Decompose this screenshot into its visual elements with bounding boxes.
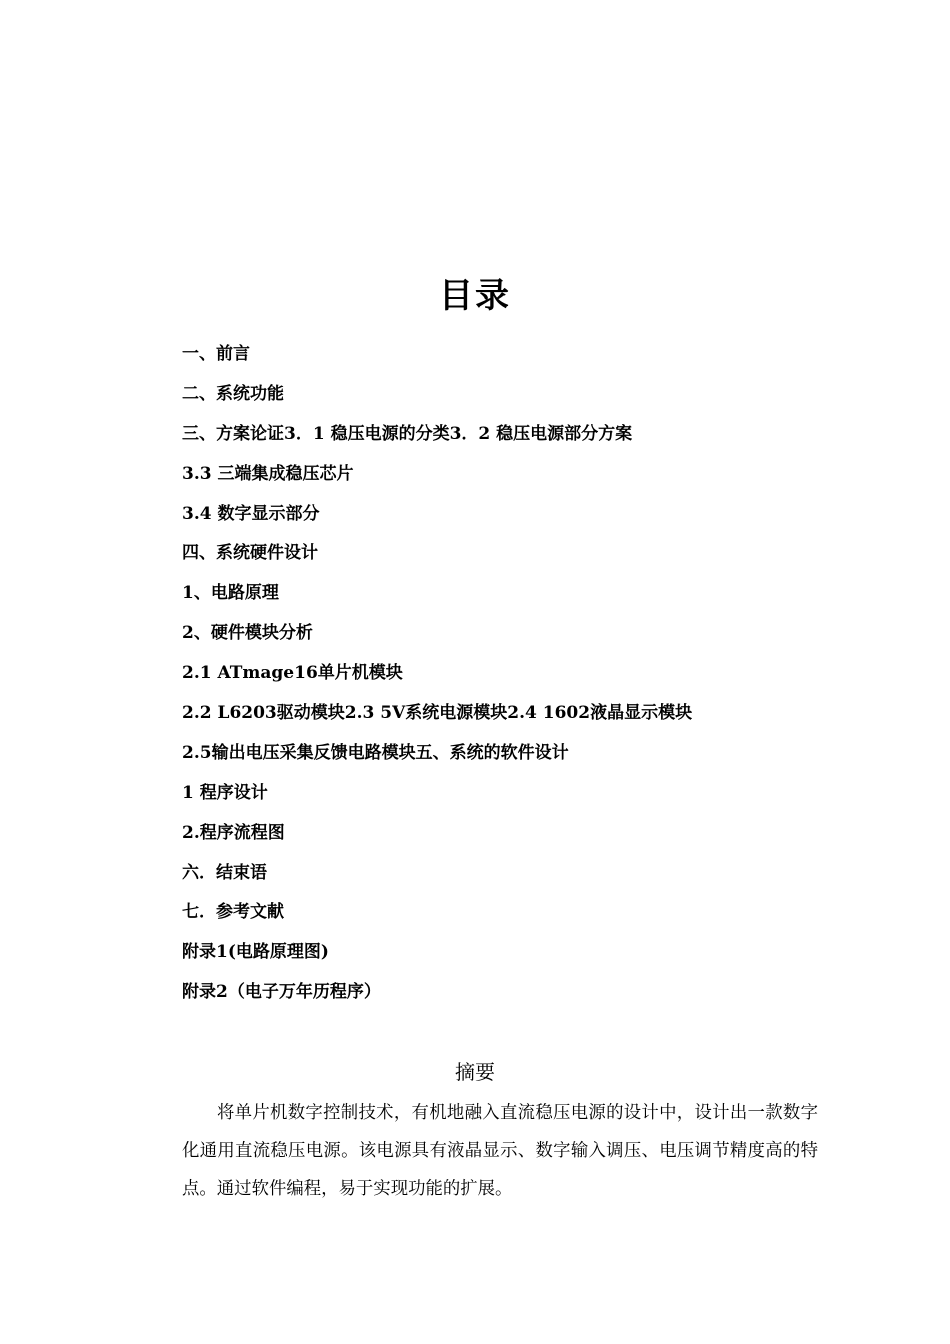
toc-item: 3.4 数字显示部分 [182,503,320,524]
abstract-title: 摘要 [455,1060,495,1084]
toc-item: 2、硬件模块分析 [182,623,313,644]
toc-item: 1、电路原理 [182,583,279,604]
toc-item: 附录2（电子万年历程序） [182,982,381,1003]
toc-item: 一、前言 [182,344,250,364]
toc-item: 六．结束语 [182,862,267,883]
toc-item: 四、系统硬件设计 [182,543,318,564]
toc-item: 2.程序流程图 [182,822,285,843]
toc-item: 2.2 L6203驱动模块2.3 5V系统电源模块2.4 1602液晶显示模块 [182,703,693,724]
toc-list [182,340,692,1018]
toc-item: 2.5输出电压采集反馈电路模块五、系统的软件设计 [182,742,569,763]
toc-item: 2.1 ATmage16单片机模块 [182,663,403,684]
toc-title: 目录 [439,276,511,316]
toc-item: 1 程序设计 [182,782,268,803]
toc-item: 二、系统功能 [182,383,284,404]
toc-item: 附录1(电路原理图) [182,942,329,963]
abstract-body: 将单片机数字控制技术，有机地融入直流稳压电源的设计中，设计出一款数字化通用直流稳压电源。该电源具有液晶显示、数字输入调压、电压调节精度高的特点。通过软件编程，易于实现功能的扩展。 [182,1103,818,1199]
toc-item: 3.3 三端集成稳压芯片 [182,463,354,484]
toc-item: 七．参考文献 [182,902,284,923]
toc-item: 三、方案论证3．1 稳压电源的分类3．2 稳压电源部分方案 [182,423,633,444]
